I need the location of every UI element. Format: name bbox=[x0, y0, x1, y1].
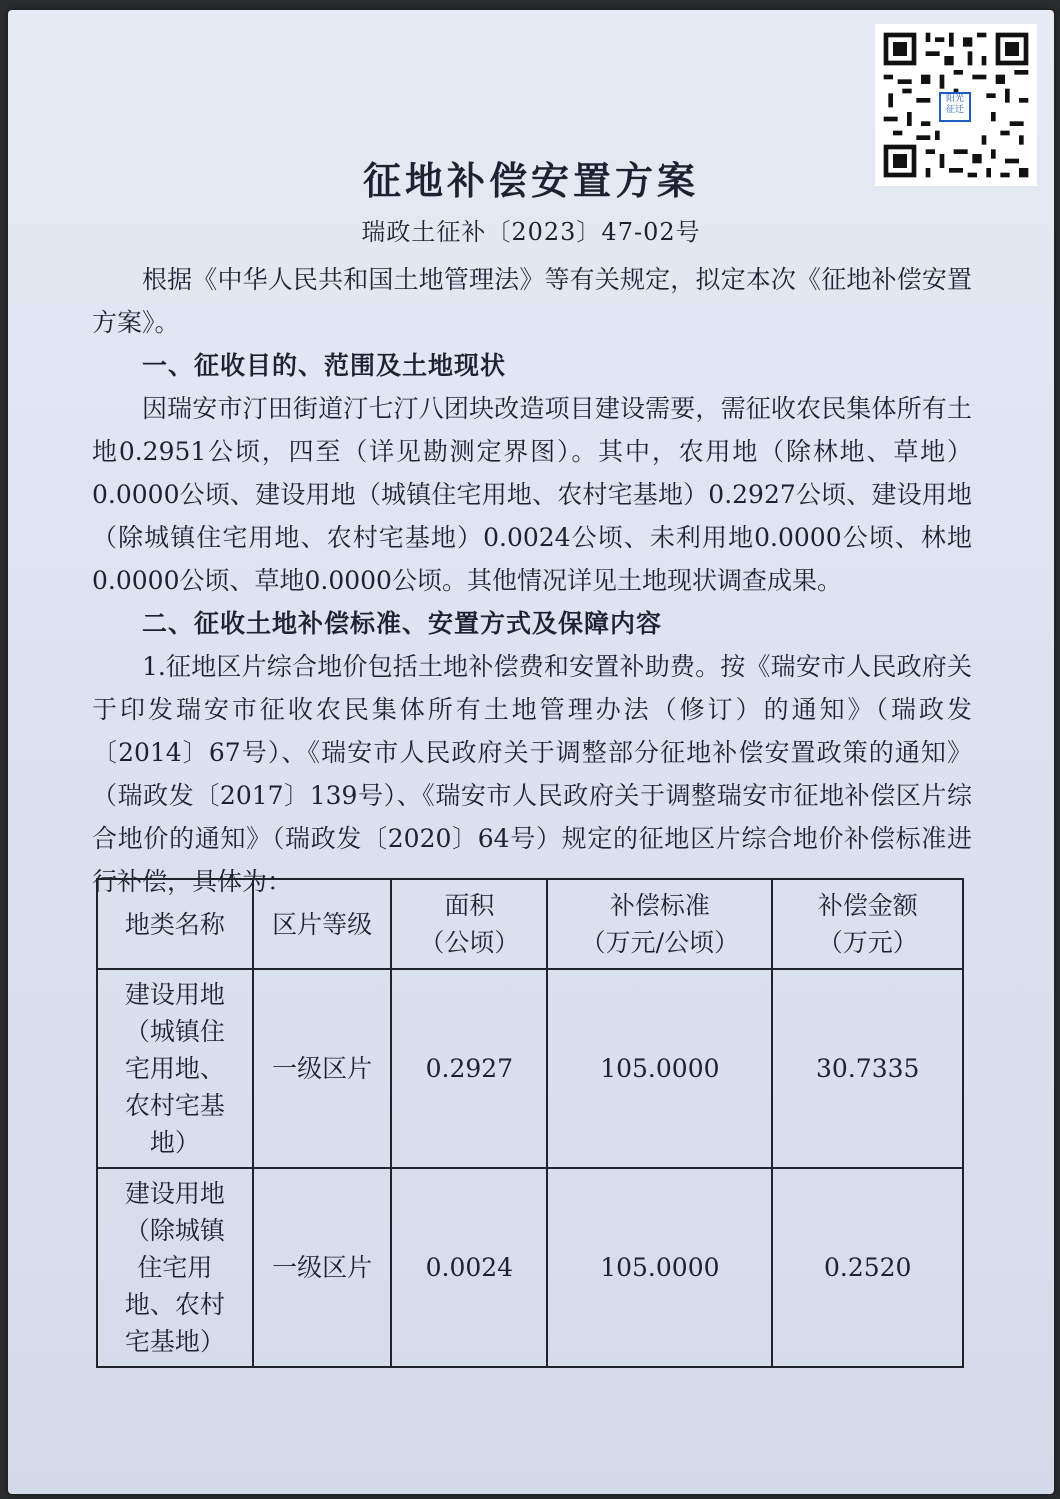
document-body bbox=[92, 258, 972, 903]
section-2-heading: 二、征收土地补偿标准、安置方式及保障内容 bbox=[142, 609, 663, 638]
compensation-table bbox=[96, 878, 964, 1368]
section-2-item-1: 1.征地区片综合地价包括土地补偿费和安置补助费。按《瑞安市人民政府关于印发瑞安市征收农民集体所有土地管理办法（修订）的通知》（瑞政发〔2014〕67号）、《瑞安市人民政府关于调整部分征地补偿安置政策的通知》（瑞政发〔2017〕139号）、《瑞安市人民政府关于调整瑞安市征地补偿区片综合地价的通知》（瑞政发〔2020〕64号）规定的征地区片综合地价补偿标准进行补偿，具体为： bbox=[92, 652, 972, 896]
cell-area: 0.0024 bbox=[391, 1168, 547, 1367]
header-standard: 补偿标准 （万元/公顷） bbox=[547, 879, 772, 969]
cell-standard: 105.0000 bbox=[547, 969, 772, 1168]
table-row bbox=[97, 1168, 963, 1367]
section-1-body: 因瑞安市汀田街道汀七汀八团块改造项目建设需要，需征收农民集体所有土地0.2951公顷，四至（详见勘测定界图）。其中，农用地（除林地、草地）0.0000公顷、建设用地（城镇住宅用地、农村宅基地）0.2927公顷、建设用地（除城镇住宅用地、农村宅基地）0.0024公顷、未利用地0.0000公顷、林地0.0000公顷、草地0.0000公顷。其他情况详见土地现状调查成果。 bbox=[92, 394, 972, 595]
intro-paragraph: 根据《中华人民共和国土地管理法》等有关规定，拟定本次《征地补偿安置方案》。 bbox=[92, 265, 972, 337]
document-number: 瑞政土征补〔2023〕47-02号 bbox=[361, 218, 701, 246]
qr-badge: 阳光 征迁 bbox=[939, 92, 971, 122]
cell-amount: 0.2520 bbox=[772, 1168, 963, 1367]
cell-zone-grade: 一级区片 bbox=[253, 1168, 392, 1367]
section-1-heading: 一、征收目的、范围及土地现状 bbox=[142, 351, 507, 380]
table-row bbox=[97, 969, 963, 1168]
cell-area: 0.2927 bbox=[391, 969, 547, 1168]
header-zone-grade: 区片等级 bbox=[253, 879, 392, 969]
cell-amount: 30.7335 bbox=[772, 969, 963, 1168]
header-land-type: 地类名称 bbox=[97, 879, 253, 969]
cell-standard: 105.0000 bbox=[547, 1168, 772, 1367]
document-title: 征地补偿安置方案 bbox=[362, 159, 699, 203]
cell-land-type: 建设用地 （除城镇 住宅用 地、农村 宅基地） bbox=[97, 1168, 253, 1367]
header-area: 面积 （公顷） bbox=[391, 879, 547, 969]
table-header-row bbox=[97, 879, 963, 969]
header-amount: 补偿金额 （万元） bbox=[772, 879, 963, 969]
cell-zone-grade: 一级区片 bbox=[253, 969, 392, 1168]
document-page bbox=[8, 10, 1054, 1494]
cell-land-type: 建设用地 （城镇住 宅用地、 农村宅基 地） bbox=[97, 969, 253, 1168]
